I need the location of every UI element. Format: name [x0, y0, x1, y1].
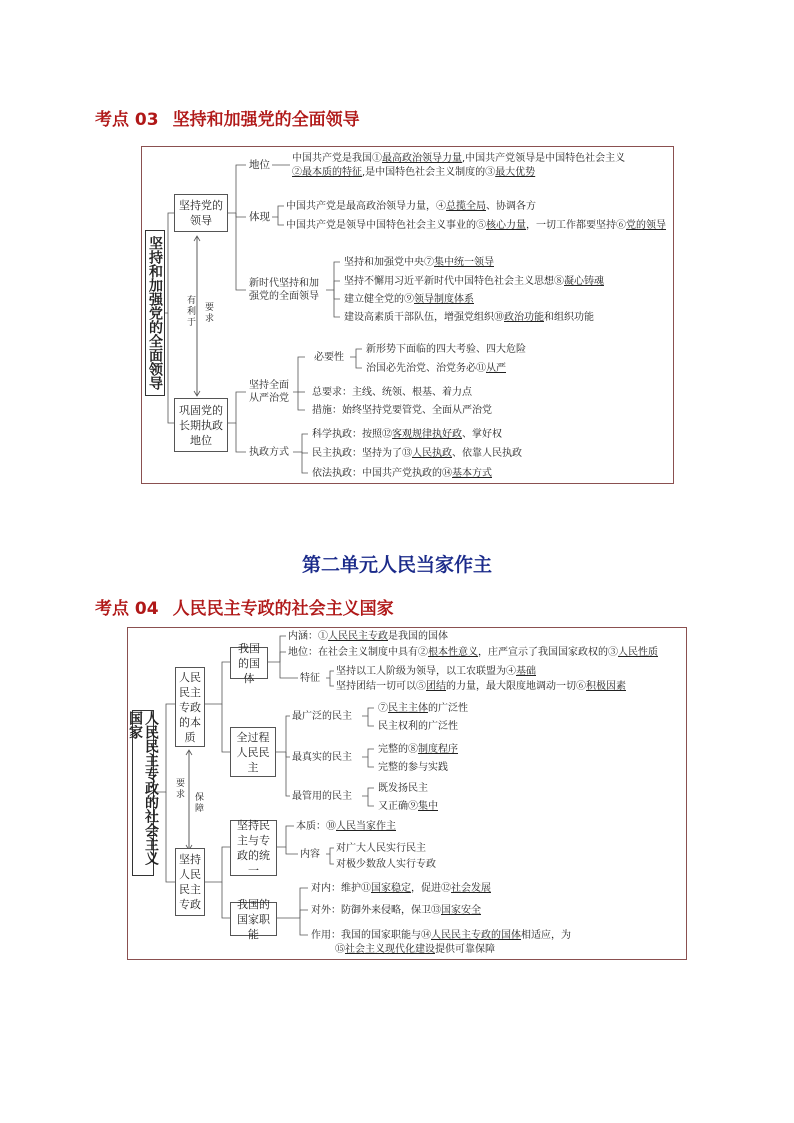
general-requirement: 总要求：主线、统领、根基、着力点	[312, 387, 472, 398]
gov-text-1: 科学执政：按照⑫客观规律执好政、掌好权	[312, 429, 502, 440]
branch-new-era: 新时代坚持和加 强党的全面领导	[249, 278, 319, 302]
embody-text-2: 中国共产党是领导中国特色社会主义事业的⑤核心力量，一切工作都要坚持⑥党的领导	[286, 220, 666, 231]
content-text-1: 对广大人民实行民主	[336, 843, 426, 854]
node-essence: 人民民主专政的本质	[175, 667, 205, 747]
node-consolidate-ruling: 巩固党的长期执政地位	[174, 398, 228, 452]
link-label-guarantee: 保障	[193, 792, 203, 814]
real-democracy-label: 最真实的民主	[292, 752, 352, 763]
newera-text-3: 建立健全党的⑨领导制度体系	[344, 294, 474, 305]
newera-text-1: 坚持和加强党中央⑦集中统一领导	[344, 257, 494, 268]
root-node-04: 人民民主专政的社会主义国家	[132, 710, 154, 876]
useful-democracy-label: 最管用的民主	[292, 791, 352, 802]
link-label-require: 要求	[174, 778, 184, 800]
link-label-require: 要求	[203, 302, 213, 324]
function-text-4: ⑮社会主义现代化建设提供可靠保障	[335, 944, 495, 955]
broad-text-2: 民主权利的广泛性	[378, 721, 458, 732]
content-text-2: 对极少数敌人实行专政	[336, 859, 436, 870]
feature-text-2: 坚持团结一切可以⑤团结的力量，最大限度地调动一切⑥积极因素	[336, 681, 626, 692]
necessity-text-2: 治国必先治党、治党务必⑪从严	[366, 363, 506, 374]
section-heading-03	[95, 105, 360, 130]
function-text-1: 对内：维护⑪国家稳定，促进⑫社会发展	[311, 883, 491, 894]
essence-text: 本质：⑩人民当家作主	[296, 821, 396, 832]
feature-label: 特征	[300, 673, 320, 684]
function-text-2: 对外：防御外来侵略，保卫⑬国家安全	[311, 905, 481, 916]
useful-text-2: 又正确⑨集中	[378, 801, 438, 812]
branch-status: 地位	[249, 159, 270, 171]
section-heading-04	[95, 594, 394, 619]
gov-text-3: 依法执政：中国共产党执政的⑭基本方式	[312, 468, 492, 479]
section-title: 人民民主专政的社会主义国家	[172, 599, 394, 619]
newera-text-4: 建设高素质干部队伍，增强党组织⑩政治功能和组织功能	[344, 312, 594, 323]
status-text-1: 中国共产党是我国①最高政治领导力量,中国共产党领导是中国特色社会主义	[292, 153, 626, 164]
gov-text-2: 民主执政：坚持为了⑬人民执政、依靠人民执政	[312, 448, 522, 459]
necessity-label: 必要性	[314, 352, 344, 363]
function-text-3: 作用：我国的国家职能与⑭人民民主专政的国体相适应，为	[311, 930, 571, 941]
root-node-03: 坚持和加强党的全面领导	[145, 230, 165, 396]
branch-governance-way: 执政方式	[249, 447, 289, 458]
broad-democracy-label: 最广泛的民主	[292, 711, 352, 722]
measures: 措施：始终坚持党要管党、全面从严治党	[312, 405, 492, 416]
status-text-2: ②最本质的特征,是中国特色社会主义制度的③最大优势	[292, 167, 536, 178]
branch-embody: 体现	[249, 211, 270, 223]
useful-text-1: 既发扬民主	[378, 783, 428, 794]
section-number: 考点 04	[95, 599, 159, 619]
box-democracy-dictatorship-unity: 坚持民主与专政的统一	[230, 820, 277, 876]
real-text-1: 完整的⑧制度程序	[378, 744, 458, 755]
node-adhere: 坚持人民民主专政	[175, 848, 205, 916]
box-state-functions: 我国的国家职能	[230, 902, 277, 936]
nature-text-1: 内涵：①人民民主专政是我国的国体	[288, 631, 448, 642]
box-whole-process-democracy: 全过程人民民主	[230, 727, 276, 777]
box-state-system: 我国的国体	[230, 647, 268, 679]
section-number: 考点 03	[95, 110, 159, 130]
branch-strict-governance: 坚持全面 从严治党	[249, 380, 289, 404]
necessity-text-1: 新形势下面临的四大考验、四大危险	[366, 344, 526, 355]
nature-text-2: 地位：在社会主义制度中具有②根本性意义，庄严宣示了我国国家政权的③人民性质	[288, 647, 658, 658]
node-uphold-leadership: 坚持党的领导	[174, 194, 228, 232]
section-title: 坚持和加强党的全面领导	[172, 110, 360, 130]
content-label: 内容	[300, 849, 320, 860]
unit-title: 第二单元人民当家作主	[301, 554, 492, 576]
feature-text-1: 坚持以工人阶级为领导，以工农联盟为④基础	[336, 666, 536, 677]
real-text-2: 完整的参与实践	[378, 762, 448, 773]
embody-text-1: 中国共产党是最高政治领导力量，④总揽全局、协调各方	[286, 201, 536, 212]
newera-text-2: 坚持不懈用习近平新时代中国特色社会主义思想⑧凝心铸魂	[344, 276, 604, 287]
link-label-beneficial: 有利于	[185, 295, 195, 328]
broad-text-1: ⑦民主主体的广泛性	[378, 703, 468, 714]
